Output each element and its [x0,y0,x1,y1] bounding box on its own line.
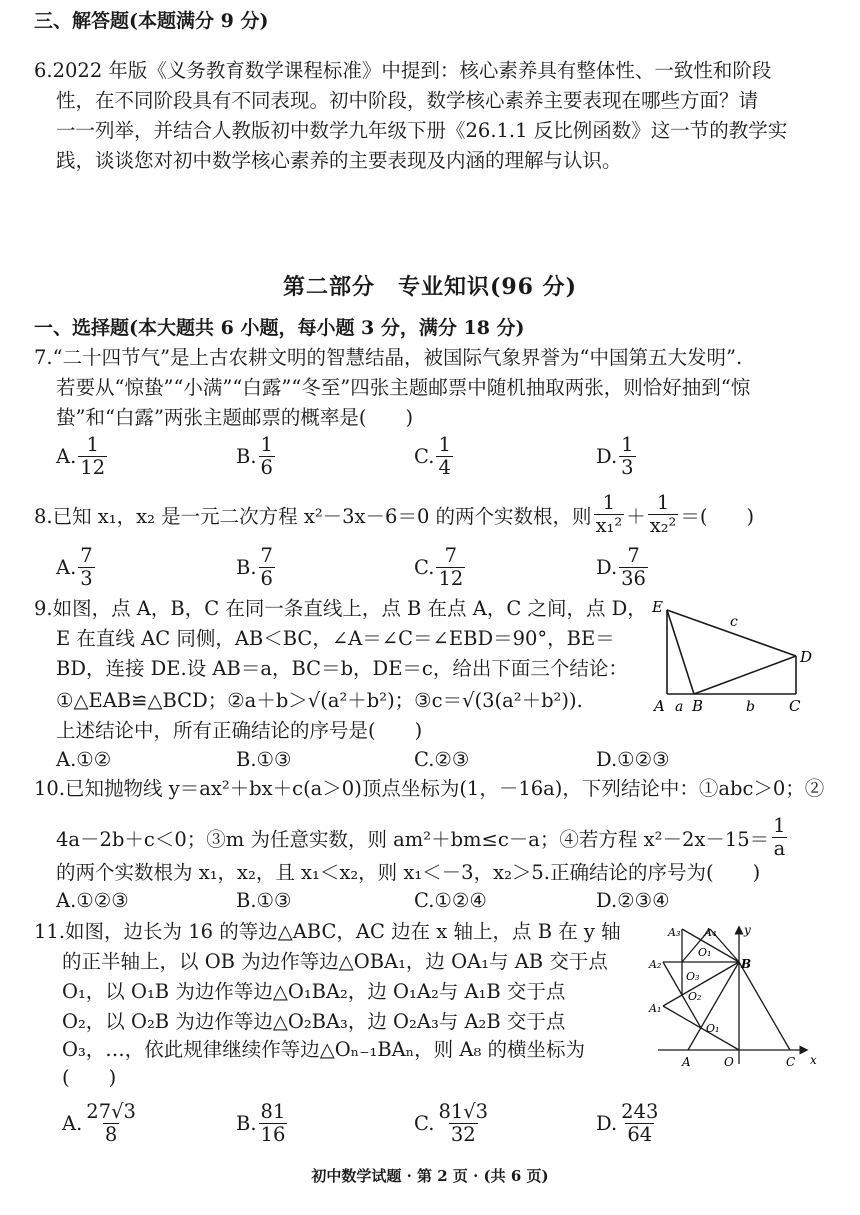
denominator: 4 [438,456,451,479]
label-a4: A₄ [704,926,717,939]
denominator: 16 [260,1123,286,1146]
q11-option-c [414,1101,492,1146]
q11-figure [648,924,828,1070]
q9-line-4: ①△EAB≌△BCD；②a＋b＞√(a²＋b²)；③c＝√(3(a²＋b²)). [56,689,583,712]
denominator: 8 [104,1123,118,1146]
q11-line-2: 的正半轴上，以 OB 为边作等边△OBA₁，边 OA₁与 AB 交于点 [62,950,608,973]
numerator: 1 [621,433,634,456]
q8-fraction-1 [594,492,625,537]
q7-option-c [414,434,455,479]
numerator: 81√3 [438,1100,489,1123]
q8-option-d [596,545,650,590]
option-fraction [84,1101,138,1146]
label-o: O [724,1055,734,1069]
q9-option-c: C.②③ [414,748,470,771]
option-label: B. [236,1112,257,1135]
option-label: A. [62,1112,83,1135]
q10-line-2 [56,815,790,860]
option-label: B. [236,556,257,579]
denominator: a [773,837,786,860]
label-side-a: a [675,699,684,715]
numerator: 1 [773,814,786,837]
q11-line-1: 11.如图，边长为 16 的等边△ABC，AC 边在 x 轴上，点 B 在 y 轴 [34,920,621,943]
denominator: 36 [621,567,646,590]
option-fraction [259,545,275,590]
q10-option-c: C.①②④ [414,889,487,912]
segment-bc [739,962,790,1050]
q7-option-a [56,434,109,479]
q9-line-3: BD，连接 DE.设 AB＝a，BC＝b，DE＝c，给出下面三个结论： [56,657,628,680]
label-o1: O₁ [706,1022,720,1035]
q11-line-5: O₃，…，依此规律继续作等边△Oₙ₋₁BAₙ，则 A₈ 的横坐标为 [62,1038,585,1061]
denominator: 64 [627,1123,653,1146]
q9-figure [648,596,828,718]
q7-option-b [236,434,277,479]
q6-line-2: 性，在不同阶段具有不同表现。初中阶段，数学核心素养主要表现在哪些方面？请 [56,89,759,112]
numerator: 1 [602,491,616,514]
segment-bd [694,656,796,694]
label-o1-top: O₁ [698,946,712,959]
denominator: 12 [80,456,106,479]
option-label: D. [596,1112,618,1135]
numerator: 7 [80,544,93,567]
q7-line-1: 7.“二十四节气”是上古农耕文明的智慧结晶，被国际气象界誉为“中国第五大发明”. [34,346,743,369]
option-label: C. [414,445,435,468]
option-label: A. [56,556,77,579]
q11-line-3: O₁，以 O₁B 为边作等边△O₁BA₂，边 O₁A₂与 A₁B 交于点 [62,980,566,1003]
q7-line-2: 若要从“惊蛰”“小满”“白露”“冬至”四张主题邮票中随机抽取两张，则恰好抽到“惊 [56,376,751,399]
denominator: x₁² [595,514,623,537]
option-label: A. [56,445,77,468]
numerator: 243 [621,1100,659,1123]
denominator: x₂² [649,514,677,537]
q7-line-3: 蛰”和“白露”两张主题邮票的概率是( ) [56,406,414,429]
q11-line-4: O₂，以 O₂B 为边作等边△O₂BA₃，边 O₂A₃与 A₂B 交于点 [62,1010,566,1033]
q8-option-c [414,545,467,590]
q8-stem-text: 8.已知 x₁，x₂ 是一元二次方程 x²－3x－6＝0 的两个实数根，则 [34,504,592,528]
numerator: 7 [260,544,273,567]
q7-option-d [596,434,638,479]
numerator: 1 [260,433,273,456]
q11-line-6: ( ) [62,1066,117,1089]
q8-plus: ＋ [626,504,646,528]
label-a3: A₃ [668,926,681,939]
label-c: C [786,1055,796,1069]
label-b: B [692,697,704,715]
numerator: 7 [627,544,640,567]
label-a: A [654,697,665,715]
q8-option-a [56,545,97,590]
label-side-c: c [730,614,738,630]
option-label: C. [414,556,435,579]
q6-line-1: 6.2022 年版《义务教育数学课程标准》中提到：核心素养具有整体性、一致性和阶段 [34,59,772,82]
q10-line-3: 的两个实数根为 x₁，x₂，且 x₁＜x₂，则 x₁＜－3，x₂＞5.正确结论的序号为( ) [56,861,761,884]
numerator: 1 [438,433,451,456]
option-fraction [436,1101,490,1146]
q9-option-b: B.①③ [236,748,292,771]
q9-option-d: D.①②③ [596,748,670,771]
q9-line-2: E 在直线 AC 同侧，AB＜BC，∠A＝∠C＝∠EBD＝90°，BE＝ [56,627,615,650]
option-label: B. [236,445,257,468]
option-fraction [619,545,648,590]
option-fraction [619,1101,660,1146]
segment-eb [667,610,694,694]
part2-title: 第二部分 专业知识(96 分) [282,274,578,300]
denominator: 32 [450,1123,476,1146]
q9-line-1: 9.如图，点 A，B，C 在同一条直线上，点 B 在点 A，C 之间，点 D， [34,597,647,620]
denominator: 6 [260,567,273,590]
label-x: x [810,1053,817,1067]
numerator: 81 [260,1100,286,1123]
denominator: 12 [438,567,464,590]
q6-line-4: 践，谈谈您对初中数学核心素养的主要表现及内涵的理解与认识。 [56,149,622,172]
label-a1: A₁ [649,1002,662,1015]
page-footer: 初中数学试题 · 第 2 页 · (共 6 页) [311,1167,549,1185]
q6-line-3: 一一列举，并结合人教版初中数学九年级下册《26.1.1 反比例函数》这一节的教学实 [56,119,788,142]
denominator: 3 [80,567,93,590]
q11-option-b [236,1101,289,1146]
label-o2: O₂ [688,990,702,1003]
q8-tail: ＝( ) [680,504,755,528]
option-label: D. [596,445,618,468]
q8-option-b [236,545,277,590]
q11-option-d [596,1101,662,1146]
option-label: C. [414,1112,435,1135]
numerator: 1 [86,433,99,456]
numerator: 7 [444,544,458,567]
label-b: B [741,957,752,971]
q10-option-a: A.①②③ [56,889,129,912]
option-fraction [78,545,94,590]
label-o3: O₃ [686,970,700,983]
numerator: 1 [656,491,670,514]
denominator: 6 [260,456,273,479]
label-c: C [789,697,801,715]
label-side-b: b [746,699,755,715]
denominator: 3 [621,456,634,479]
q9-question: 上述结论中，所有正确结论的序号是( ) [56,719,423,742]
option-label: D. [596,556,618,579]
option-fraction [78,434,107,479]
option-fraction [436,434,452,479]
option-fraction [259,434,275,479]
numerator: 27√3 [86,1100,136,1123]
option-fraction [619,434,635,479]
label-y: y [744,924,751,937]
mc-header: 一、选择题(本大题共 6 小题，每小题 3 分，满分 18 分) [34,317,525,339]
q10-option-d: D.②③④ [596,889,670,912]
label-a2: A₂ [649,958,662,971]
q10-option-b: B.①③ [236,889,292,912]
label-d: D [800,648,813,666]
label-a: A [682,1055,691,1069]
q8-stem [34,492,754,537]
section3-header: 三、解答题(本题满分 9 分) [34,10,269,32]
option-fraction [259,1101,288,1146]
q10-line-2-text: 4a－2b＋c＜0；③m 为任意实数，则 am²＋bm≤c－a；④若方程 x²－2x－15＝ [56,827,770,851]
option-fraction [436,545,465,590]
q10-line-1: 10.已知抛物线 y＝ax²＋bx＋c(a＞0)顶点坐标为(1，－16a)，下列结论中：①abc＞0；② [34,777,825,800]
q10-fraction [771,815,787,860]
label-e: E [652,598,663,616]
q8-fraction-2 [648,492,679,537]
q9-option-a: A.①② [56,748,112,771]
q11-option-a [62,1101,140,1146]
